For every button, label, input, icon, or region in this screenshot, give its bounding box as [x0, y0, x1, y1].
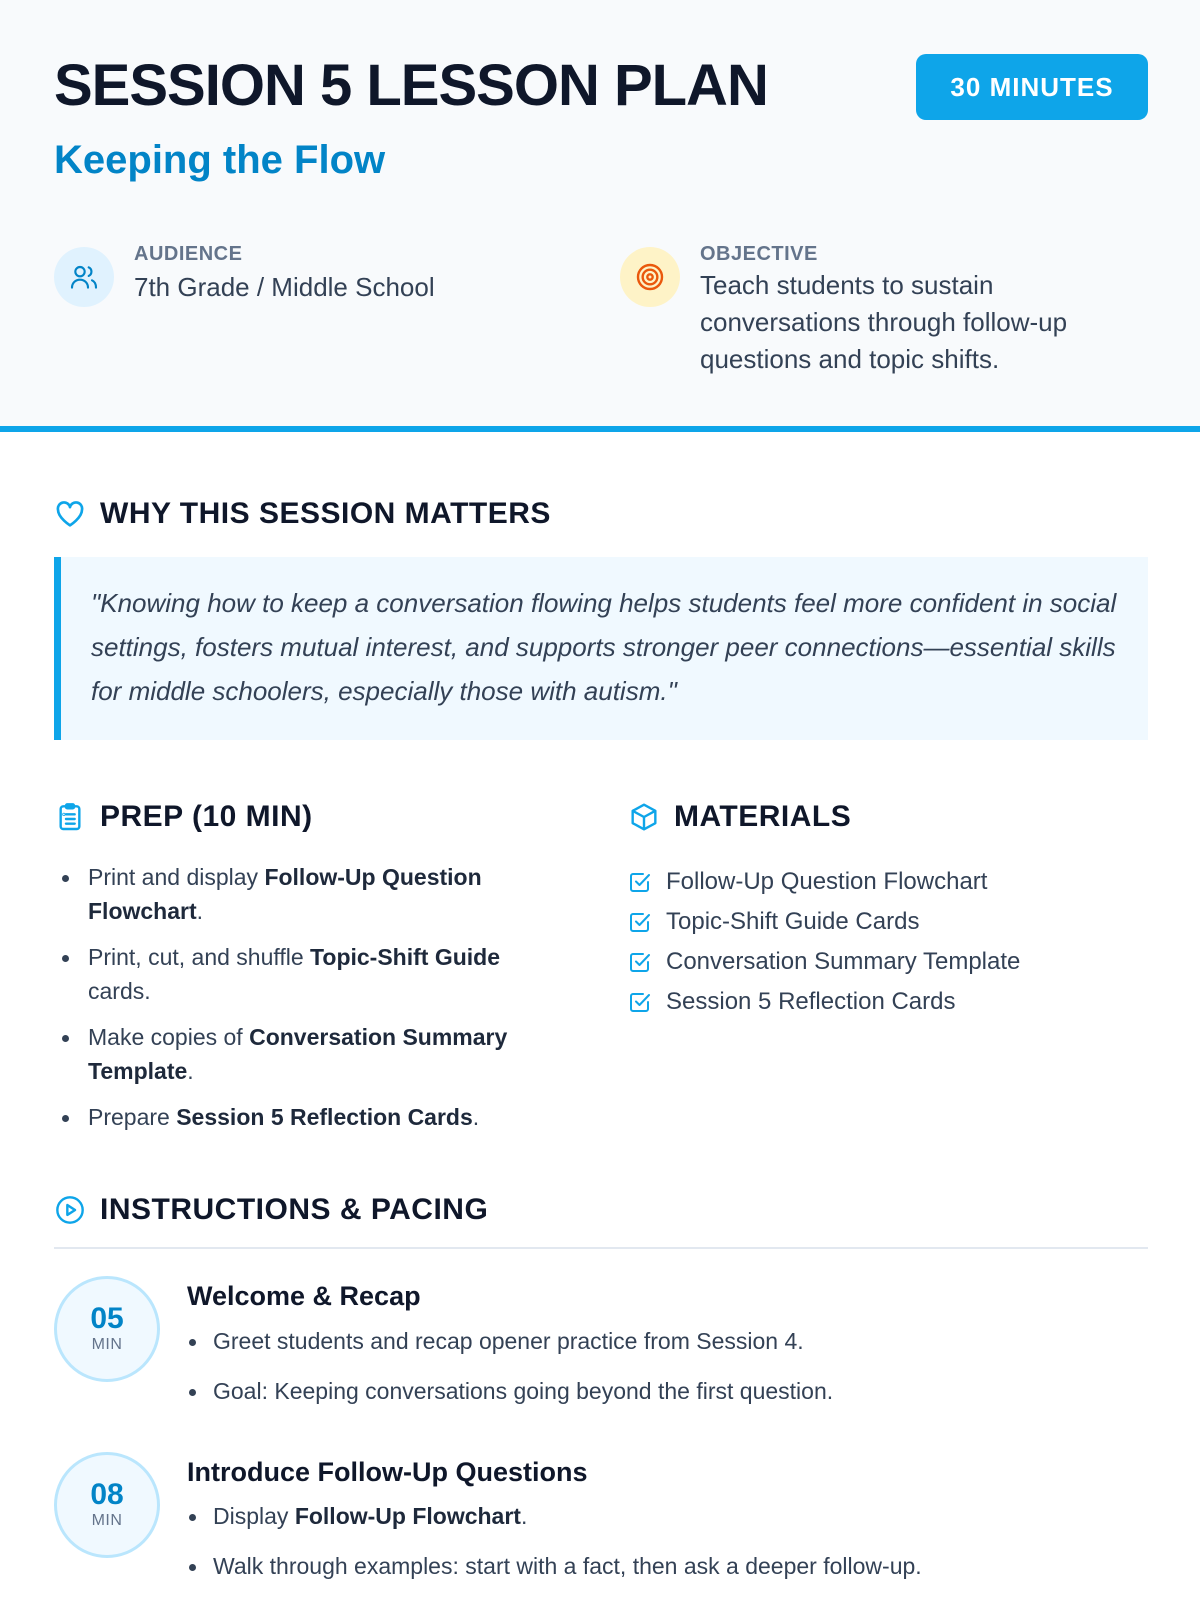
- clipboard-icon: [54, 801, 86, 833]
- prep-item: Prepare Session 5 Reflection Cards.: [58, 1100, 558, 1134]
- step-duration-badge: 05 MIN: [54, 1276, 160, 1382]
- checkbox-checked-icon: [628, 910, 652, 934]
- header: [0, 0, 1200, 432]
- objective-label: OBJECTIVE: [700, 243, 818, 265]
- prep-item: Print, cut, and shuffle Topic-Shift Guide cards.: [58, 940, 558, 1008]
- material-item: Session 5 Reflection Cards: [628, 982, 1020, 1022]
- step-duration-badge: 08 MIN: [54, 1452, 160, 1558]
- step-bullet: Greet students and recap opener practice from Session 4.: [187, 1325, 833, 1357]
- step-bullet: Goal: Keeping conversations going beyond the first question.: [187, 1375, 833, 1407]
- materials-list: [628, 862, 1020, 1022]
- materials-section-heading: [628, 795, 851, 839]
- materials-heading-text: MATERIALS: [674, 800, 852, 833]
- checkbox-checked-icon: [628, 950, 652, 974]
- instructions-section-heading: [54, 1188, 488, 1232]
- step-bullets: [187, 1500, 922, 1600]
- box-icon: [628, 801, 660, 833]
- instructions-heading-text: INSTRUCTIONS & PACING: [100, 1193, 489, 1226]
- section-divider: [54, 1247, 1148, 1249]
- page-title: SESSION 5 LESSON PLAN: [54, 53, 768, 118]
- material-item: Follow-Up Question Flowchart: [628, 862, 1020, 902]
- step-title: Introduce Follow-Up Questions: [187, 1457, 588, 1487]
- audience-value: 7th Grade / Middle School: [134, 272, 435, 302]
- why-quote: "Knowing how to keep a conversation flowing helps students feel more confident in social settings, fosters mutual interest, and supports stronger peer connections—essential skills for middle schoolers, especially those with autism.": [54, 557, 1148, 740]
- users-icon: [54, 247, 114, 307]
- step-title: Welcome & Recap: [187, 1281, 421, 1311]
- prep-heading-text: PREP (10 MIN): [100, 800, 313, 833]
- checkbox-checked-icon: [628, 990, 652, 1014]
- page-subtitle: Keeping the Flow: [54, 138, 386, 182]
- play-circle-icon: [54, 1194, 86, 1226]
- prep-section-heading: [54, 795, 313, 839]
- checkbox-checked-icon: [628, 870, 652, 894]
- prep-item: Make copies of Conversation Summary Template.: [58, 1020, 558, 1088]
- heart-icon: [54, 498, 86, 530]
- prep-item: Print and display Follow-Up Question Flowchart.: [58, 860, 558, 928]
- duration-badge: 30 MINUTES: [916, 54, 1148, 120]
- material-item: Conversation Summary Template: [628, 942, 1020, 982]
- why-heading-text: WHY THIS SESSION MATTERS: [100, 497, 551, 530]
- step-bullets: [187, 1325, 833, 1425]
- objective-value: Teach students to sustain conversations through follow-up questions and topic shifts.: [700, 270, 1068, 374]
- step-bullet: Display Follow-Up Flowchart.: [187, 1500, 922, 1532]
- why-section-heading: [54, 492, 551, 536]
- material-item: Topic-Shift Guide Cards: [628, 902, 1020, 942]
- audience-label: AUDIENCE: [134, 243, 243, 265]
- step-bullet: Walk through examples: start with a fact, then ask a deeper follow-up.: [187, 1550, 922, 1582]
- prep-list: [58, 860, 558, 1146]
- target-icon: [620, 247, 680, 307]
